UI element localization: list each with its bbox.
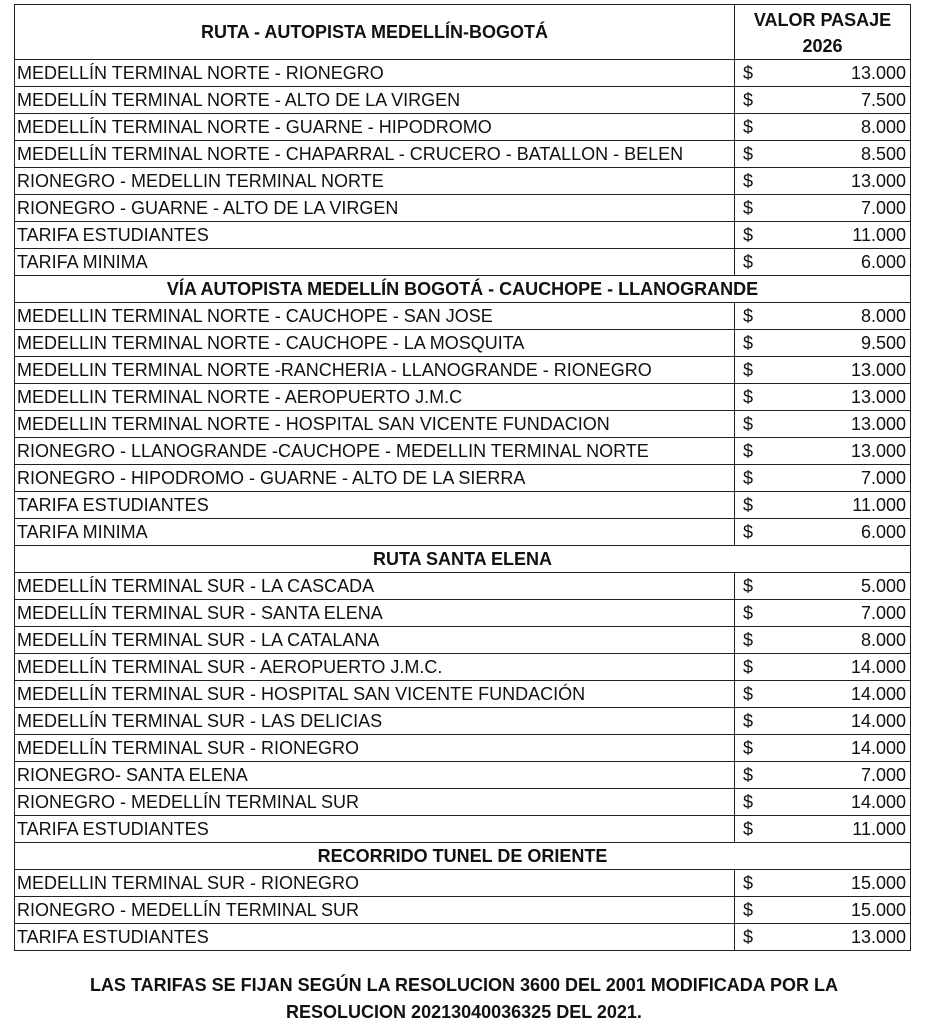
fare-amount: 15.000	[850, 873, 906, 893]
fare-amount: 14.000	[850, 684, 906, 704]
price-header-line1: VALOR PASAJE	[753, 10, 892, 30]
fare-amount: 11.000	[852, 495, 906, 515]
route-name: MEDELLÍN TERMINAL SUR - RIONEGRO	[15, 735, 735, 762]
fare-row	[15, 438, 911, 465]
fare-row	[15, 357, 911, 384]
currency-symbol: $	[743, 225, 754, 245]
fare-amount: 9.500	[860, 333, 906, 353]
fare-table	[14, 4, 911, 951]
currency-symbol: $	[743, 63, 754, 83]
fare-row	[15, 762, 911, 789]
route-name: MEDELLIN TERMINAL NORTE - HOSPITAL SAN VICENTE FUNDACION	[15, 411, 735, 438]
route-name: MEDELLÍN TERMINAL NORTE - RIONEGRO	[15, 60, 735, 87]
fare-row	[15, 870, 911, 897]
fare-row	[15, 708, 911, 735]
fare-row	[15, 897, 911, 924]
fare-row	[15, 735, 911, 762]
fare-amount: 6.000	[860, 522, 906, 542]
fare-row	[15, 222, 911, 249]
fare-row	[15, 195, 911, 222]
fare-price-cell	[735, 681, 911, 708]
fare-row	[15, 519, 911, 546]
fare-amount: 7.500	[860, 90, 906, 110]
route-column-header: RUTA - AUTOPISTA MEDELLÍN-BOGOTÁ	[15, 5, 735, 60]
route-name: MEDELLÍN TERMINAL SUR - AEROPUERTO J.M.C.	[15, 654, 735, 681]
fare-price-cell	[735, 870, 911, 897]
route-name: TARIFA MINIMA	[15, 519, 735, 546]
fare-sheet	[14, 4, 910, 951]
currency-symbol: $	[743, 792, 754, 812]
fare-row	[15, 249, 911, 276]
fare-price-cell	[735, 816, 911, 843]
currency-symbol: $	[743, 387, 754, 407]
fare-row	[15, 654, 911, 681]
fare-row	[15, 924, 911, 951]
fare-price-cell	[735, 357, 911, 384]
route-name: RIONEGRO - LLANOGRANDE -CAUCHOPE - MEDELLIN TERMINAL NORTE	[15, 438, 735, 465]
fare-amount: 8.500	[860, 144, 906, 164]
fare-amount: 7.000	[860, 198, 906, 218]
currency-symbol: $	[743, 306, 754, 326]
fare-price-cell	[735, 465, 911, 492]
currency-symbol: $	[743, 414, 754, 434]
currency-symbol: $	[743, 144, 754, 164]
route-name: TARIFA MINIMA	[15, 249, 735, 276]
fare-price-cell	[735, 897, 911, 924]
fare-row	[15, 60, 911, 87]
route-name: MEDELLÍN TERMINAL SUR - LAS DELICIAS	[15, 708, 735, 735]
fare-price-cell	[735, 519, 911, 546]
header-row	[15, 5, 911, 60]
fare-amount: 7.000	[860, 603, 906, 623]
fare-row	[15, 492, 911, 519]
fare-amount: 8.000	[860, 630, 906, 650]
currency-symbol: $	[743, 198, 754, 218]
section-header-row	[15, 276, 911, 303]
fare-row	[15, 681, 911, 708]
route-name: MEDELLÍN TERMINAL NORTE - CHAPARRAL - CRUCERO - BATALLON - BELEN	[15, 141, 735, 168]
route-name: MEDELLIN TERMINAL NORTE - CAUCHOPE - LA MOSQUITA	[15, 330, 735, 357]
fare-amount: 14.000	[850, 711, 906, 731]
fare-amount: 13.000	[850, 171, 906, 191]
route-name: MEDELLÍN TERMINAL NORTE - GUARNE - HIPODROMO	[15, 114, 735, 141]
fare-amount: 8.000	[860, 117, 906, 137]
currency-symbol: $	[743, 684, 754, 704]
fare-row	[15, 816, 911, 843]
fare-price-cell	[735, 330, 911, 357]
route-name: RIONEGRO - GUARNE - ALTO DE LA VIRGEN	[15, 195, 735, 222]
currency-symbol: $	[743, 495, 754, 515]
route-name: RIONEGRO- SANTA ELENA	[15, 762, 735, 789]
route-name: RIONEGRO - MEDELLÍN TERMINAL SUR	[15, 897, 735, 924]
section-title: VÍA AUTOPISTA MEDELLÍN BOGOTÁ - CAUCHOPE - LLANOGRANDE	[15, 276, 911, 303]
resolution-note-line2: RESOLUCION 20213040036325 DEL 2021.	[286, 1002, 642, 1022]
fare-table-body	[15, 5, 911, 951]
fare-price-cell	[735, 654, 911, 681]
price-header-year: 2026	[802, 36, 843, 56]
section-title: RUTA SANTA ELENA	[15, 546, 911, 573]
fare-amount: 8.000	[860, 306, 906, 326]
fare-price-cell	[735, 708, 911, 735]
currency-symbol: $	[743, 360, 754, 380]
fare-price-cell	[735, 141, 911, 168]
fare-price-cell	[735, 303, 911, 330]
fare-row	[15, 600, 911, 627]
currency-symbol: $	[743, 576, 754, 596]
fare-amount: 14.000	[850, 792, 906, 812]
fare-price-cell	[735, 114, 911, 141]
fare-amount: 14.000	[850, 657, 906, 677]
fare-price-cell	[735, 222, 911, 249]
fare-row	[15, 627, 911, 654]
fare-amount: 14.000	[850, 738, 906, 758]
fare-row	[15, 114, 911, 141]
currency-symbol: $	[743, 738, 754, 758]
fare-amount: 13.000	[850, 414, 906, 434]
route-name: RIONEGRO - HIPODROMO - GUARNE - ALTO DE LA SIERRA	[15, 465, 735, 492]
fare-amount: 7.000	[860, 468, 906, 488]
section-header-row	[15, 843, 911, 870]
fare-price-cell	[735, 627, 911, 654]
currency-symbol: $	[743, 603, 754, 623]
fare-price-cell	[735, 789, 911, 816]
route-name: MEDELLIN TERMINAL SUR - RIONEGRO	[15, 870, 735, 897]
currency-symbol: $	[743, 333, 754, 353]
fare-amount: 6.000	[860, 252, 906, 272]
fare-row	[15, 330, 911, 357]
fare-price-cell	[735, 195, 911, 222]
currency-symbol: $	[743, 252, 754, 272]
fare-price-cell	[735, 492, 911, 519]
currency-symbol: $	[743, 711, 754, 731]
currency-symbol: $	[743, 441, 754, 461]
fare-amount: 5.000	[860, 576, 906, 596]
fare-price-cell	[735, 438, 911, 465]
currency-symbol: $	[743, 873, 754, 893]
fare-price-cell	[735, 762, 911, 789]
currency-symbol: $	[743, 630, 754, 650]
fare-price-cell	[735, 735, 911, 762]
fare-price-cell	[735, 60, 911, 87]
fare-row	[15, 573, 911, 600]
resolution-note	[0, 972, 928, 1026]
route-name: MEDELLÍN TERMINAL SUR - SANTA ELENA	[15, 600, 735, 627]
fare-amount: 13.000	[850, 360, 906, 380]
fare-price-cell	[735, 249, 911, 276]
route-name: RIONEGRO - MEDELLÍN TERMINAL SUR	[15, 789, 735, 816]
currency-symbol: $	[743, 522, 754, 542]
fare-price-cell	[735, 600, 911, 627]
route-name: MEDELLÍN TERMINAL SUR - HOSPITAL SAN VICENTE FUNDACIÓN	[15, 681, 735, 708]
fare-price-cell	[735, 573, 911, 600]
price-column-header	[735, 5, 911, 60]
route-name: MEDELLIN TERMINAL NORTE - CAUCHOPE - SAN JOSE	[15, 303, 735, 330]
fare-amount: 13.000	[850, 387, 906, 407]
fare-row	[15, 384, 911, 411]
currency-symbol: $	[743, 117, 754, 137]
fare-row	[15, 789, 911, 816]
route-name: MEDELLÍN TERMINAL NORTE - ALTO DE LA VIRGEN	[15, 87, 735, 114]
fare-price-cell	[735, 411, 911, 438]
route-name: RIONEGRO - MEDELLIN TERMINAL NORTE	[15, 168, 735, 195]
fare-amount: 15.000	[850, 900, 906, 920]
route-name: TARIFA ESTUDIANTES	[15, 816, 735, 843]
currency-symbol: $	[743, 657, 754, 677]
fare-row	[15, 87, 911, 114]
currency-symbol: $	[743, 765, 754, 785]
route-name: MEDELLÍN TERMINAL SUR - LA CATALANA	[15, 627, 735, 654]
fare-price-cell	[735, 87, 911, 114]
fare-price-cell	[735, 924, 911, 951]
fare-amount: 7.000	[860, 765, 906, 785]
fare-row	[15, 303, 911, 330]
currency-symbol: $	[743, 927, 754, 947]
section-title: RECORRIDO TUNEL DE ORIENTE	[15, 843, 911, 870]
route-name: MEDELLIN TERMINAL NORTE - AEROPUERTO J.M.C	[15, 384, 735, 411]
fare-row	[15, 465, 911, 492]
route-name: MEDELLIN TERMINAL NORTE -RANCHERIA - LLANOGRANDE - RIONEGRO	[15, 357, 735, 384]
fare-row	[15, 168, 911, 195]
fare-row	[15, 411, 911, 438]
section-header-row	[15, 546, 911, 573]
route-name: MEDELLÍN TERMINAL SUR - LA CASCADA	[15, 573, 735, 600]
currency-symbol: $	[743, 171, 754, 191]
fare-amount: 11.000	[852, 225, 906, 245]
currency-symbol: $	[743, 900, 754, 920]
route-name: TARIFA ESTUDIANTES	[15, 222, 735, 249]
fare-amount: 13.000	[850, 63, 906, 83]
route-name: TARIFA ESTUDIANTES	[15, 924, 735, 951]
currency-symbol: $	[743, 90, 754, 110]
fare-price-cell	[735, 168, 911, 195]
route-name: TARIFA ESTUDIANTES	[15, 492, 735, 519]
currency-symbol: $	[743, 819, 754, 839]
fare-row	[15, 141, 911, 168]
fare-price-cell	[735, 384, 911, 411]
fare-amount: 13.000	[850, 927, 906, 947]
fare-amount: 11.000	[852, 819, 906, 839]
fare-amount: 13.000	[850, 441, 906, 461]
resolution-note-line1: LAS TARIFAS SE FIJAN SEGÚN LA RESOLUCION 3600 DEL 2001 MODIFICADA POR LA	[89, 975, 839, 995]
currency-symbol: $	[743, 468, 754, 488]
